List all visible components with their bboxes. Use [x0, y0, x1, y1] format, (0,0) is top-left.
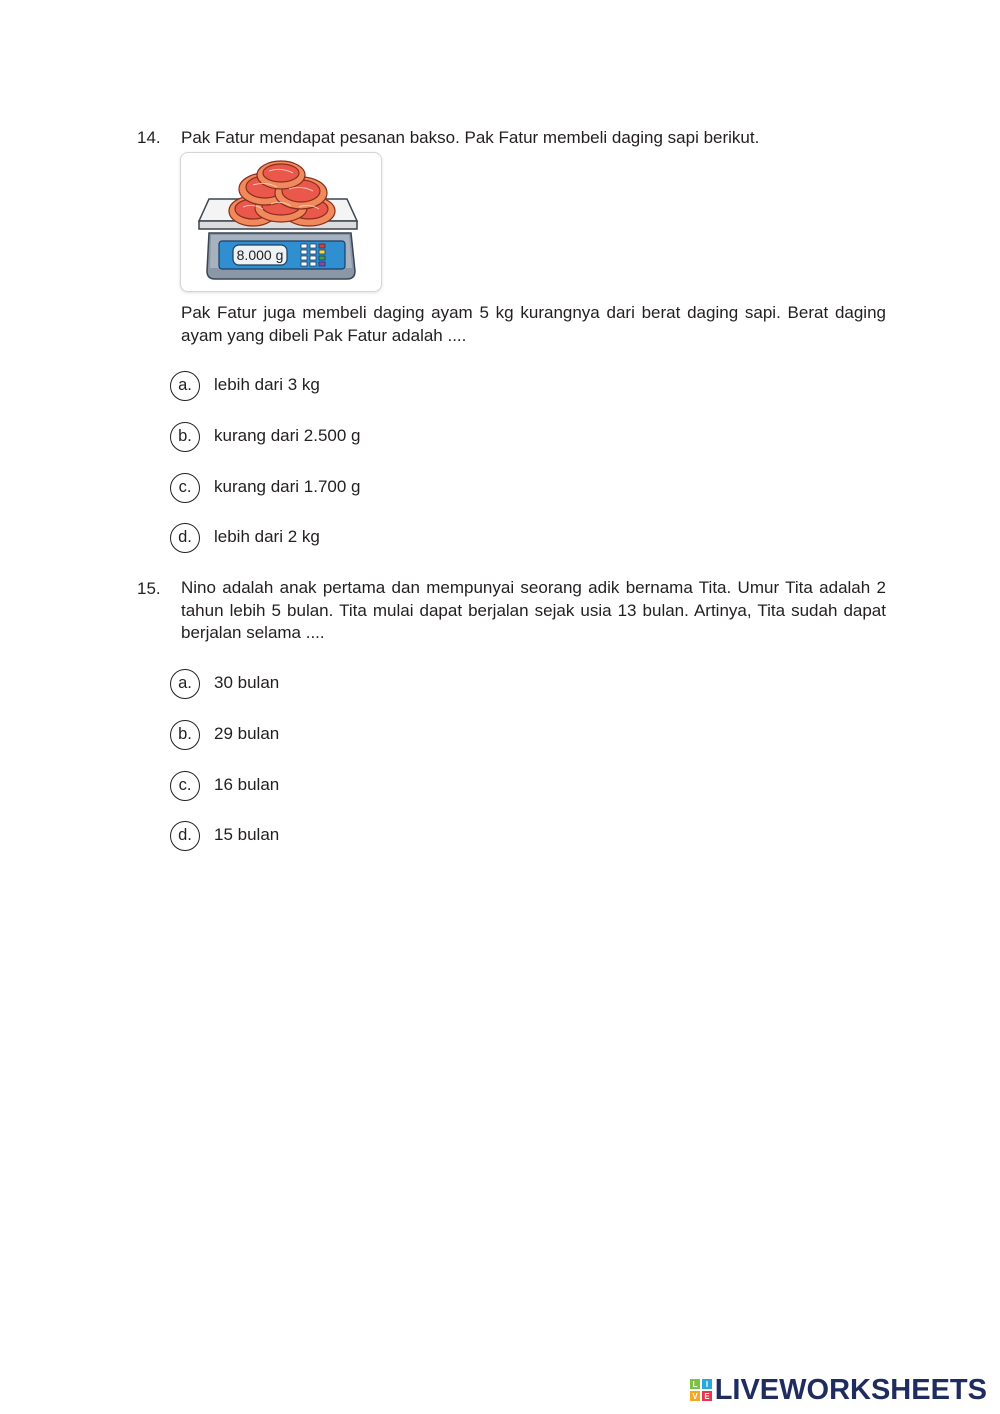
option-text: 29 bulan: [214, 724, 280, 743]
question-number: 14.: [137, 128, 161, 147]
option-letter: a.: [170, 669, 200, 699]
option-b[interactable]: [170, 422, 570, 456]
option-c[interactable]: [170, 473, 570, 507]
meat-scale-figure: [180, 152, 382, 292]
question-text: Nino adalah anak pertama dan mempunyai seorang adik bernama Tita. Umur Tita adalah 2 tahun lebih 5 bulan. Tita mulai dapat berjalan sejak usia 13 bulan. Artinya, Tita sudah dapat berjalan selama ....: [181, 578, 886, 642]
option-letter: d.: [170, 821, 200, 851]
option-text: lebih dari 3 kg: [214, 375, 320, 394]
option-text: 15 bulan: [214, 825, 280, 844]
option-text: lebih dari 2 kg: [214, 527, 320, 546]
option-c[interactable]: [170, 771, 570, 805]
question-text: Pak Fatur mendapat pesanan bakso. Pak Fatur membeli daging sapi berikut.: [181, 128, 760, 147]
brand-name: LIVEWORKSHEETS: [714, 1373, 987, 1406]
question-followup: Pak Fatur juga membeli daging ayam 5 kg kurangnya dari berat daging sapi. Berat daging ayam yang dibeli Pak Fatur adalah ....: [181, 303, 886, 345]
liveworksheets-logo-icon: [690, 1379, 712, 1401]
option-a[interactable]: [170, 669, 570, 703]
svg-text:L: L: [692, 1380, 698, 1389]
option-d[interactable]: [170, 821, 570, 855]
option-letter: c.: [170, 473, 200, 503]
option-letter: c.: [170, 771, 200, 801]
option-letter: d.: [170, 523, 200, 553]
meat-on-scale-illustration: [181, 153, 380, 290]
option-text: 30 bulan: [214, 673, 280, 692]
option-letter: b.: [170, 422, 200, 452]
option-d[interactable]: [170, 523, 570, 557]
svg-text:V: V: [692, 1392, 698, 1401]
svg-text:E: E: [704, 1392, 710, 1401]
option-b[interactable]: [170, 720, 570, 754]
option-a[interactable]: [170, 371, 570, 405]
option-letter: a.: [170, 371, 200, 401]
liveworksheets-logo[interactable]: [690, 1372, 987, 1408]
scale-reading: 8.000 g: [236, 247, 284, 263]
question-number: 15.: [137, 579, 161, 598]
option-text: 16 bulan: [214, 775, 280, 794]
option-letter: b.: [170, 720, 200, 750]
svg-text:I: I: [705, 1380, 708, 1389]
option-text: kurang dari 2.500 g: [214, 426, 361, 445]
option-text: kurang dari 1.700 g: [214, 477, 361, 496]
